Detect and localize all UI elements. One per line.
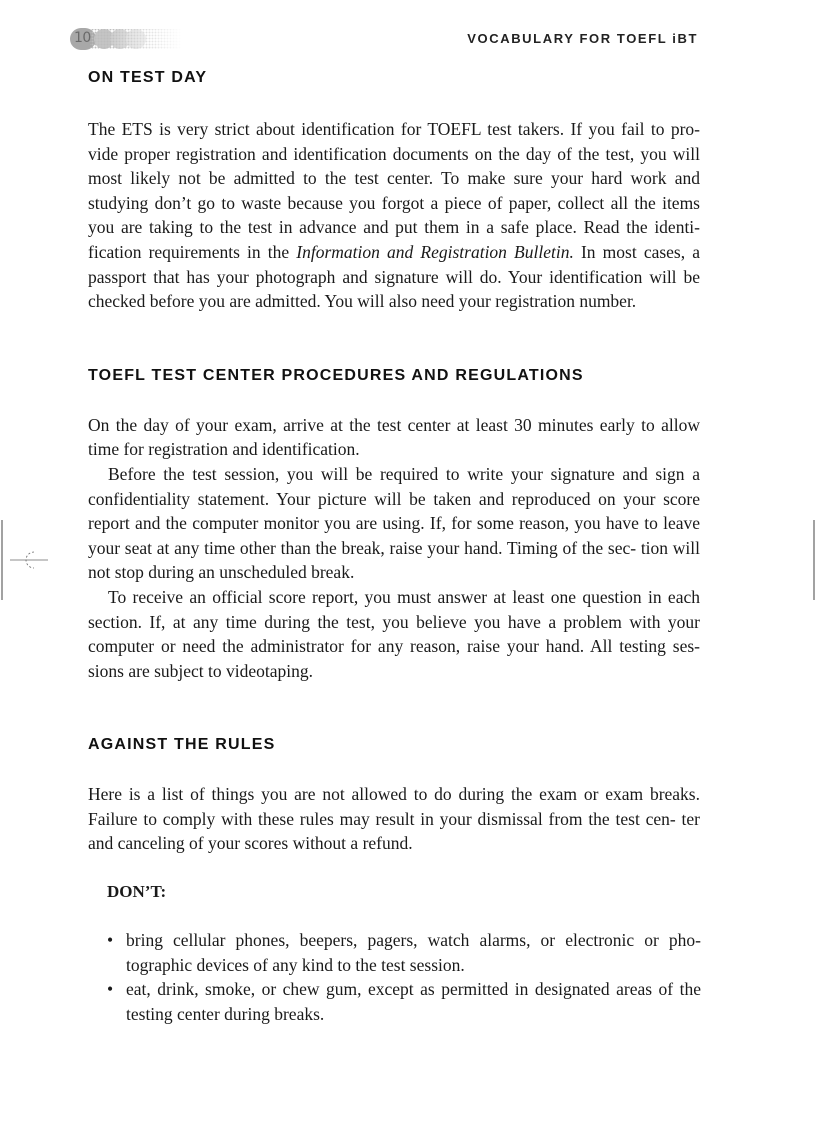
page-number-badge bbox=[70, 28, 182, 50]
section-heading: ON TEST DAY bbox=[88, 69, 208, 86]
paragraph-text-continued: In most cases, a passport that has your photograph and signature will do. Your identification will be checked before you are admitted. You will also need your registration number. bbox=[88, 241, 701, 312]
section-against-the-rules bbox=[88, 733, 700, 1026]
dont-list bbox=[88, 928, 700, 1026]
registration-mark-icon bbox=[0, 520, 50, 600]
bulletin-title: Information and Registration Bulletin. bbox=[296, 241, 574, 262]
bullet-icon: • bbox=[107, 979, 114, 1000]
running-head: VOCABULARY FOR TOEFL iBT bbox=[467, 31, 698, 46]
list-item-text: eat, drink, smoke, or chew gum, except as permitted in designated areas of the testing center during breaks. bbox=[126, 979, 701, 1024]
list-label: DON’T: bbox=[107, 882, 167, 902]
section-test-center-procedures bbox=[88, 364, 700, 684]
paragraph: Here is a list of things you are not allowed to do during the exam or exam breaks. Failure to comply with these rules may result in your dismissal from the test cen- ter and canceling of your scores without a refund. bbox=[88, 784, 700, 854]
list-item bbox=[107, 928, 701, 977]
paragraph-text: The ETS is very strict about identification for TOEFL test takers. If you fail to pro- vide proper registration and identification documents on the day of the test, you will most likely not be admitted to the test center. To make sure your hard work and studying don’t go to waste because you forgot a piece of paper, collect all the items you are taking to the test in advance and put them in a safe place. Read the identi- fication requirements in the bbox=[88, 119, 700, 262]
paragraph: On the day of your exam, arrive at the test center at least 30 minutes early to allow time for registration and identification. bbox=[88, 414, 700, 460]
section-heading: TOEFL TEST CENTER PROCEDURES AND REGULATIONS bbox=[88, 366, 584, 384]
paragraph: To receive an official score report, you must answer at least one question in each section. If, at any time during the test, you believe you have a problem with your computer or need the administrator for any reason, raise your hand. All testing ses- sions are subject to videotaping. bbox=[88, 586, 700, 681]
list-item bbox=[107, 977, 701, 1026]
crop-mark-icon bbox=[812, 520, 816, 600]
paragraph: Before the test session, you will be required to write your signature and sign a confidentiality statement. Your picture will be taken and reproduced on your score report and the computer monitor you are using. If, for some reason, you have to leave your seat at any time other than the break, raise your hand. Timing of the sec- tion will not stop during an unscheduled break. bbox=[88, 463, 700, 583]
bullet-icon: • bbox=[107, 930, 114, 951]
paragraph bbox=[88, 117, 700, 314]
page-body bbox=[88, 66, 700, 1026]
list-item-text: bring cellular phones, beepers, pagers, watch alarms, or electronic or pho- tographic devices of any kind to the test session. bbox=[126, 930, 701, 975]
section-heading: AGAINST THE RULES bbox=[88, 736, 276, 754]
section-on-test-day bbox=[88, 66, 700, 314]
page-number: 10 bbox=[74, 30, 91, 46]
